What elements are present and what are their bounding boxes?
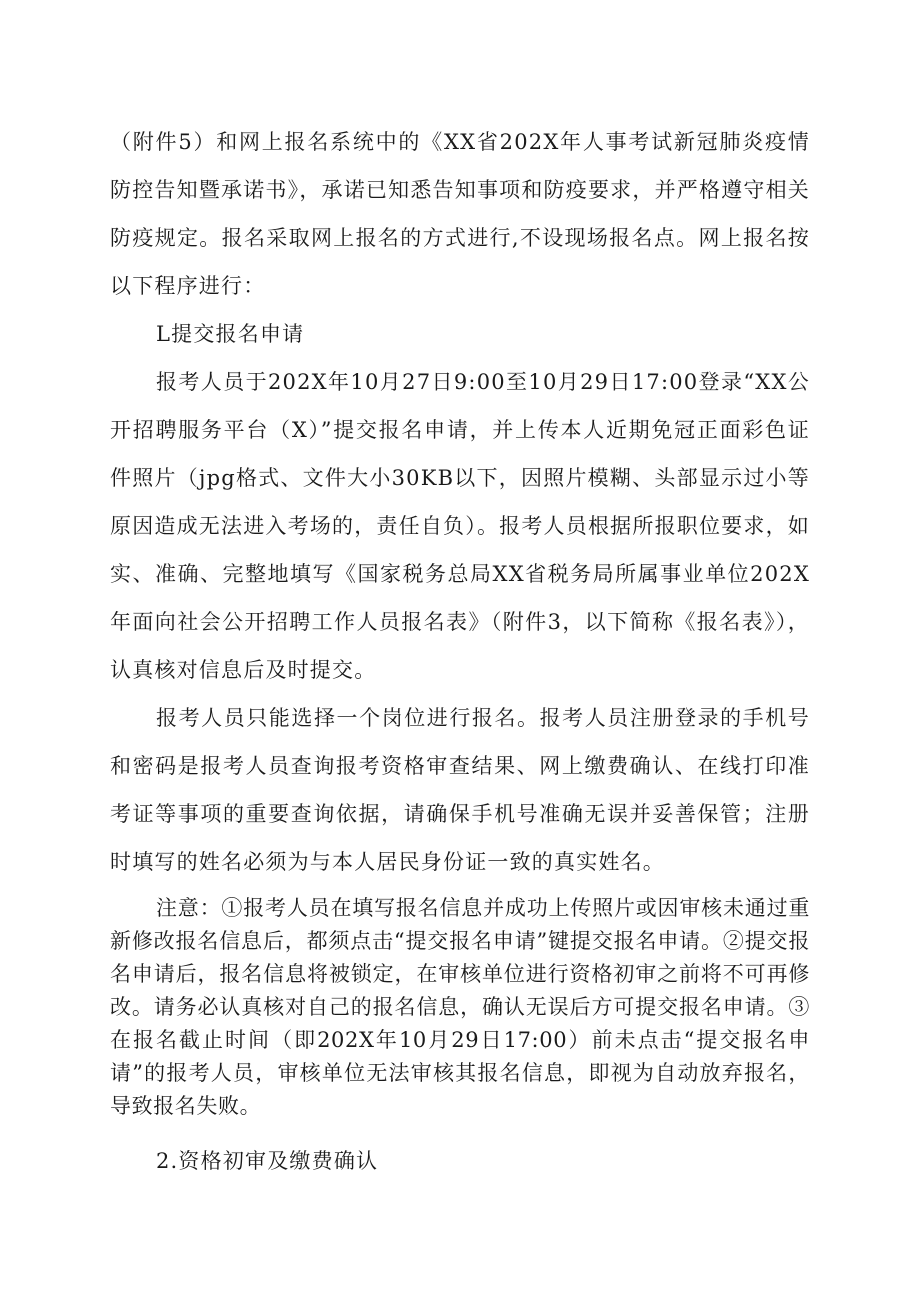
intro-paragraph: （附件5）和网上报名系统中的《XX省202X年人事考试新冠肺炎疫情防控告知暨承诺书》，承诺已知悉告知事项和防疫要求，并严格遵守相关防疫规定。报名采取网上报名的方式进行,不设现场报名点。网上报名按以下程序进行： bbox=[110, 130, 810, 298]
step1-body-paragraph: 报考人员于202X年10月27日9:00至10月29日17:00登录“XX公开招聘服务平台（X）”提交报名申请，并上传本人近期免冠正面彩色证件照片（jpg格式、文件大小30KB以下，因照片模糊、头部显示过小等原因造成无法进入考场的，责任自负）。报考人员根据所报职位要求，如实、准确、完整地填写《国家税务总局XX省税务局所属事业单位202X年面向社会公开招聘工作人员报名表》（附件3，以下简称《报名表》），认真核对信息后及时提交。 bbox=[110, 370, 810, 682]
step2-heading: 2.资格初审及缴费确认 bbox=[156, 1149, 379, 1173]
note-paragraph: 注意：①报考人员在填写报名信息并成功上传照片或因审核未通过重新修改报名信息后，都须点击“提交报名申请”键提交报名申请。②提交报名申请后，报名信息将被锁定，在审核单位进行资格初审之前将不可再修改。请务必认真核对自己的报名信息，确认无误后方可提交报名申请。③在报名截止时间（即202X年10月29日17:00）前未点击“提交报名申请”的报考人员，审核单位无法审核其报名信息，即视为自动放弃报名，导致报名失败。 bbox=[110, 896, 810, 1118]
step1-account-paragraph: 报考人员只能选择一个岗位进行报名。报考人员注册登录的手机号和密码是报考人员查询报考资格审查结果、网上缴费确认、在线打印准考证等事项的重要查询依据，请确保手机号准确无误并妥善保管；注册时填写的姓名必须为与本人居民身份证一致的真实姓名。 bbox=[110, 706, 810, 874]
document-page bbox=[110, 118, 810, 1185]
step1-heading: L提交报名申请 bbox=[156, 322, 305, 346]
